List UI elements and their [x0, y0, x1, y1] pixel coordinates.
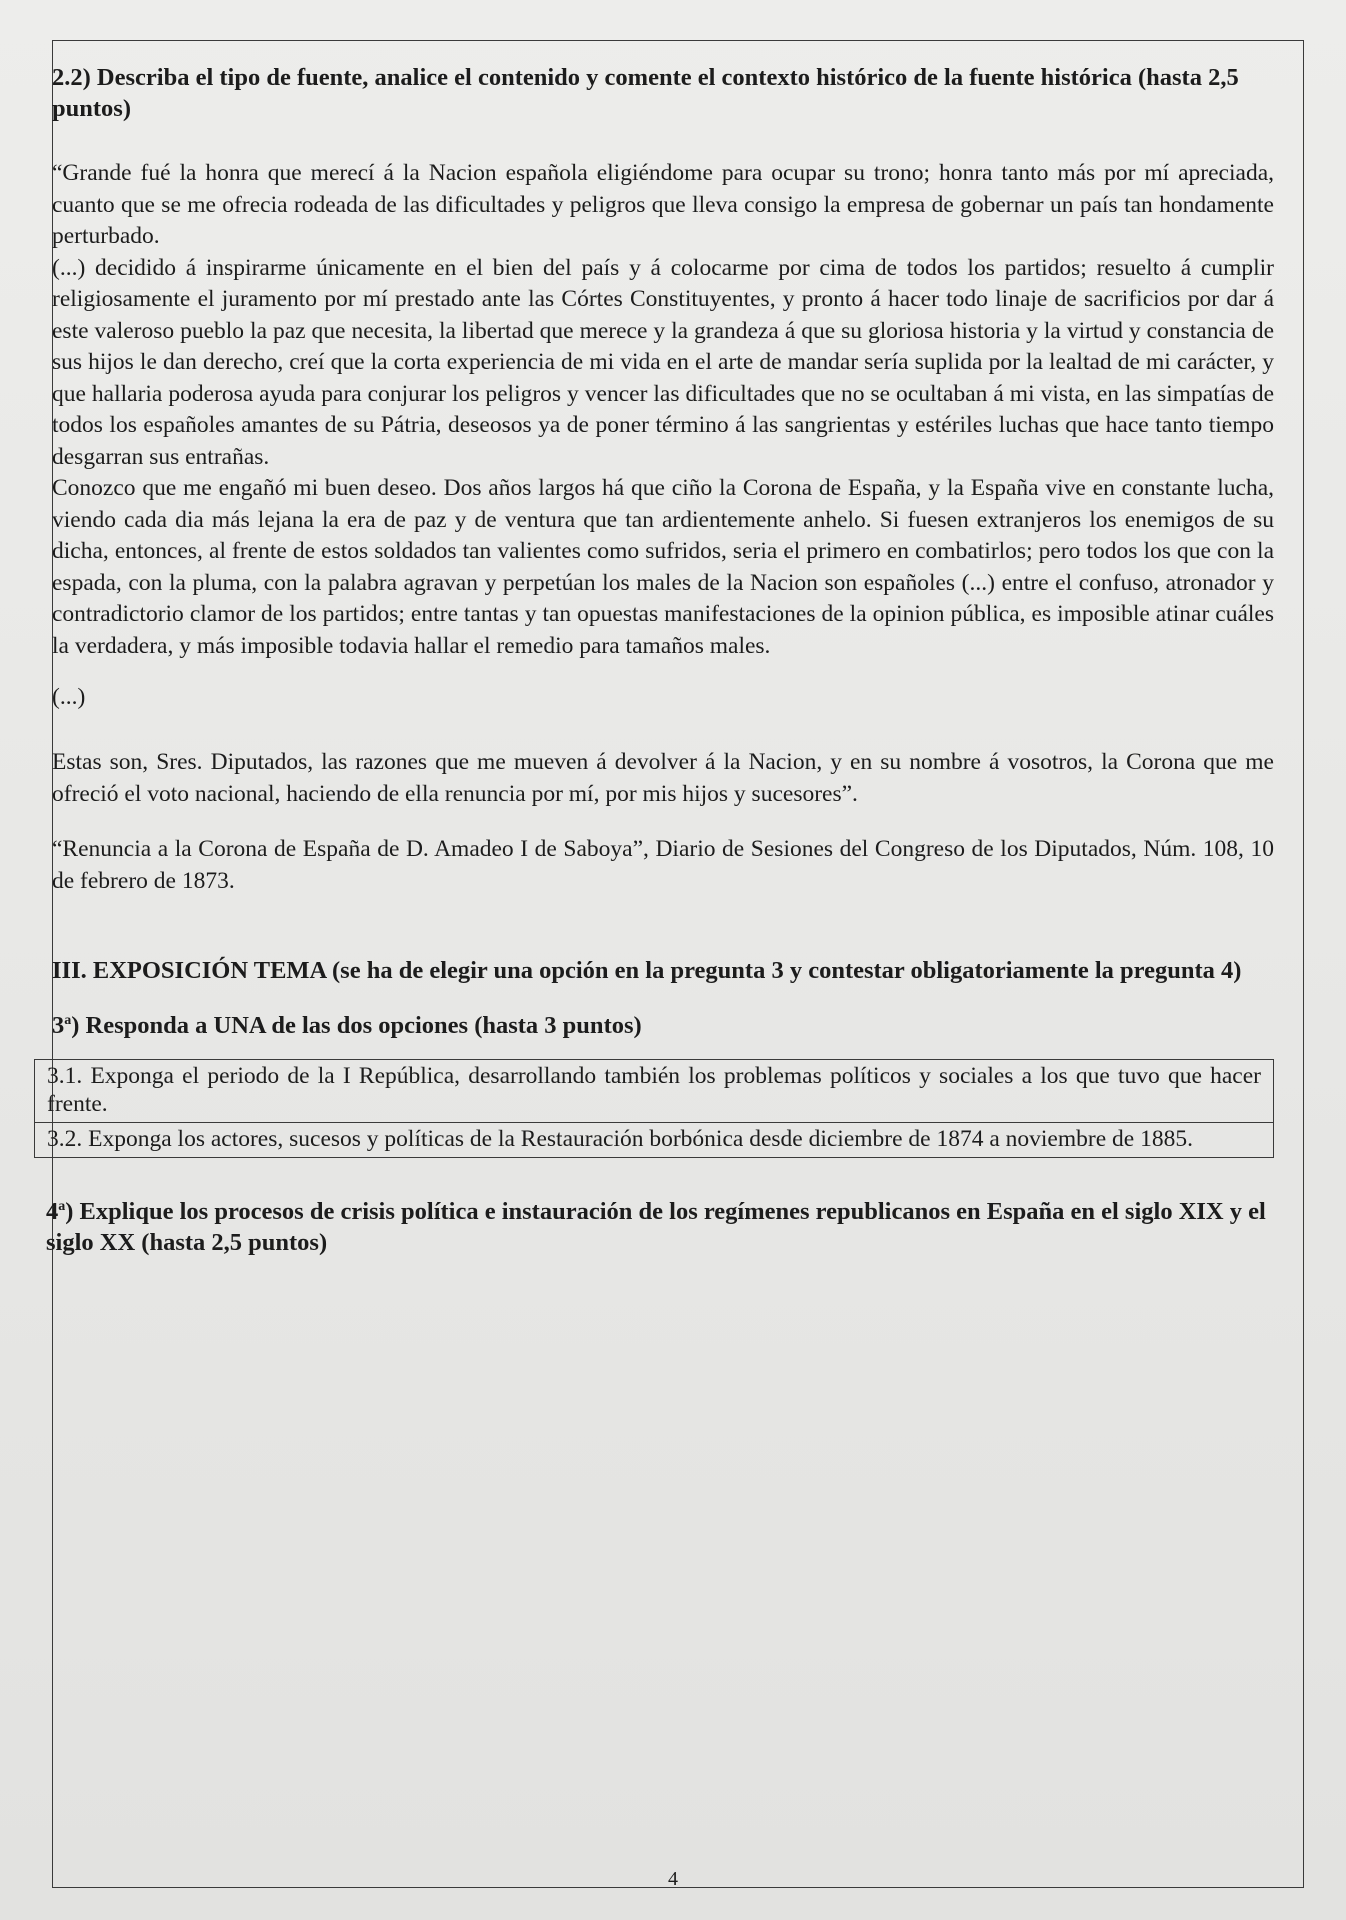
page-content	[46, 62, 1274, 1258]
question-3-options-table	[34, 1059, 1274, 1158]
question-4-number: 4	[46, 1198, 59, 1225]
source-paragraph-1: “Grande fué la honra que merecí á la Nacion española eligiéndome para ocupar su trono; honra tanto más por mí apreciada, cuanto que se me ofrecia rodeada de las dificultades y peligros que lleva consigo la empresa de gobernar un país tan hondamente perturbado.	[52, 160, 1274, 249]
question-4-heading	[46, 1196, 1274, 1258]
question-3-heading	[52, 1010, 1274, 1041]
section-3-heading: III. EXPOSICIÓN TEMA (se ha de elegir una opción en la pregunta 3 y contestar obligatoriamente la pregunta 4)	[52, 957, 1242, 984]
source-closing-paragraph: Estas son, Sres. Diputados, las razones que me mueven á devolver á la Nacion, y en su nombre á vosotros, la Corona que me ofreció el voto nacional, haciendo de ella renuncia por mí, por mis hijos y sucesores”.	[52, 749, 1274, 807]
source-citation: “Renuncia a la Corona de España de D. Amadeo I de Saboya”, Diario de Sesiones del Congreso de los Diputados, Núm. 108, 10 de febrero de 1873.	[52, 836, 1274, 894]
source-paragraph-2: (...) decidido á inspirarme únicamente en el bien del país y á colocarme por cima de todos los partidos; resuelto á cumplir religiosamente el juramento por mí prestado ante las Córtes Constituyentes, y pronto á hacer todo linaje de sacrificios por dar á este valeroso pueblo la paz que necesita, la libertad que merece y la grandeza á que su gloriosa historia y la virtud y constancia de sus hijos le dan derecho, creí que la corta experiencia de mi vida en el arte de mandar sería suplida por la lealtad de mi carácter, y que hallaria poderosa ayuda para conjurar los peligros y vencer las dificultades que no se ocultaban á mi vista, en las simpatías de todos los españoles amantes de su Pátria, deseosos ya de poner término á las sangrientas y estériles luchas que hace tanto tiempo desgarran sus entrañas.	[52, 254, 1274, 470]
source-paragraph-3: Conozco que me engañó mi buen deseo. Dos años largos há que ciño la Corona de España, y la España vive en constante lucha, viendo cada dia más lejana la era de paz y de ventura que tan ardientemente anhelo. Si fuesen extranjeros los enemigos de su dicha, entonces, al frente de estos soldados tan valientes como sufridos, seria el primero en combatirlos; pero todos los que con la espada, con la pluma, con la palabra agravan y perpetúan los males de la Nacion son españoles (...) entre el confuso, atronador y contradictorio clamor de los partidos; entre tantas y tan opuestas manifestaciones de la opinion pública, es imposible atinar cuáles la verdadera, y más imposible todavia hallar el remedio para tamaños males.	[52, 475, 1274, 659]
question-4-ordinal: a	[58, 1198, 66, 1214]
source-text	[52, 158, 1274, 662]
question-3-number: 3	[52, 1012, 65, 1039]
question-3-ordinal: a	[64, 1012, 72, 1028]
question-4-text: ) Explique los procesos de crisis política e instauración de los regímenes republicanos en España en el siglo XIX y el siglo XX (hasta 2,5 puntos)	[46, 1198, 1266, 1256]
option-3-2: 3.2. Exponga los actores, sucesos y políticas de la Restauración borbónica desde diciembre de 1874 a noviembre de 1885.	[35, 1122, 1273, 1157]
question-2-2-heading: 2.2) Describa el tipo de fuente, analice el contenido y comente el contexto histórico de la fuente histórica (hasta 2,5 puntos)	[52, 64, 1239, 122]
page-number: 4	[668, 1868, 678, 1890]
source-ellipsis: (...)	[52, 684, 86, 710]
question-3-text: ) Responda a UNA de las dos opciones (hasta 3 puntos)	[71, 1012, 642, 1039]
option-3-1: 3.1. Exponga el periodo de la I República, desarrollando también los problemas políticos y sociales a los que tuvo que hacer frente.	[47, 1063, 1261, 1117]
